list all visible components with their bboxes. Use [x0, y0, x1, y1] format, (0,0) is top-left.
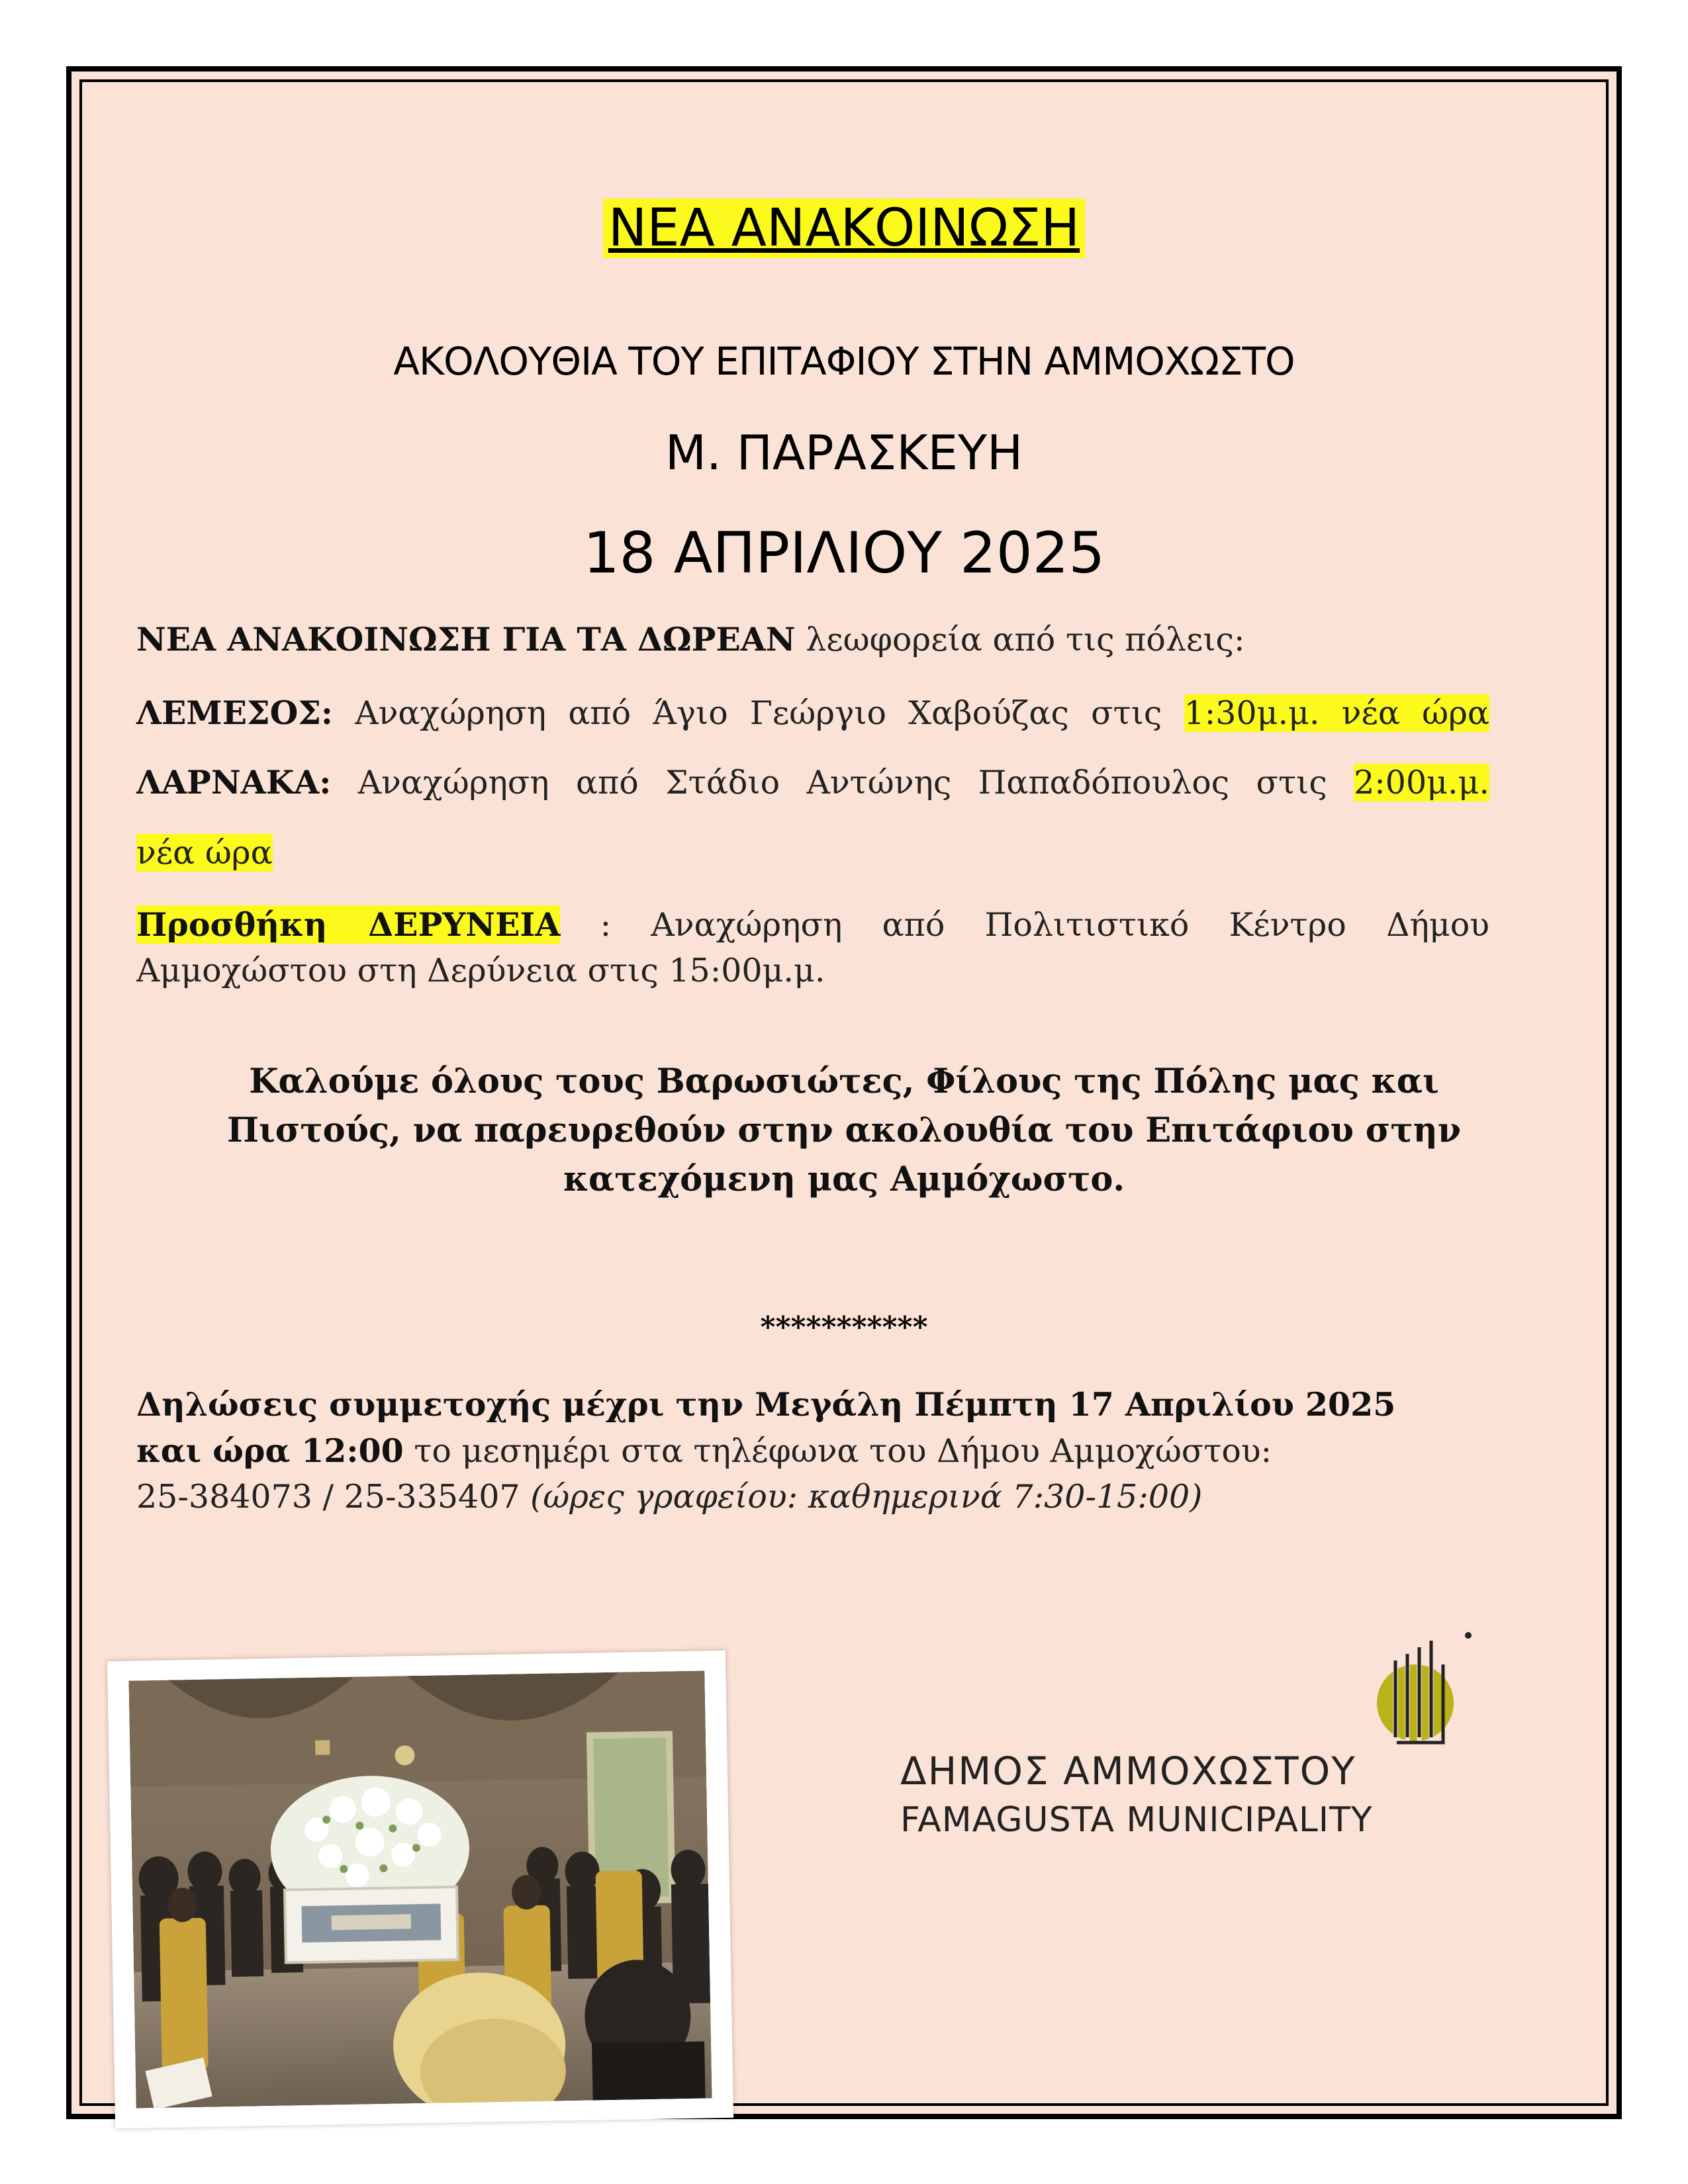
service-subtitle: ΑΚΟΛΟΥΘΙΑ ΤΟΥ ΕΠΙΤΑΦΙΟΥ ΣΤΗΝ ΑΜΜΟΧΩΣΤΟ — [393, 339, 1295, 384]
departure-larnaka-text: Αναχώρηση από Στάδιο Αντώνης Παπαδόπουλος στις — [357, 764, 1327, 801]
declarations-time: και ώρα 12:00 — [136, 1432, 404, 1470]
date-heading: 18 ΑΠΡΙΛΙΟΥ 2025 — [583, 520, 1105, 586]
intro-text: λεωφορεία από τις πόλεις: — [806, 621, 1245, 659]
declarations-line-3 — [136, 1475, 1489, 1520]
epitaph-photo — [128, 1670, 712, 2108]
municipality-name-greek: ΔΗΜΟΣ ΑΜΜΟΧΩΣΤΟΥ — [900, 1749, 1356, 1794]
declarations-line-2 — [136, 1428, 1489, 1475]
declarations-text: το μεσημέρι στα τηλέφωνα του Δήμου Αμμοχώστου: — [414, 1432, 1272, 1470]
invitation-line: Καλούμε όλους τους Βαρωσιώτες, Φίλους της Πόλης μας και — [249, 1062, 1439, 1101]
departure-larnaka-label: ΛΑΡΝΑΚΑ: — [136, 763, 332, 801]
departure-deryneia-text: : Αναχώρηση από Πολιτιστικό Κέντρο Δήμου — [600, 906, 1489, 944]
municipality-name-english: FAMAGUSTA MUNICIPALITY — [900, 1800, 1373, 1840]
invitation-line: Πιστούς, να παρευρεθούν στην ακολουθία του Επιτάφιου στην — [226, 1110, 1462, 1150]
departure-deryneia-cont: Αμμοχώστου στη Δερύνεια στις 15:00μ.μ. — [136, 952, 825, 989]
free-bus-intro — [136, 617, 1489, 663]
departure-lemesos — [136, 690, 1489, 737]
epitaph-photo-frame — [107, 1651, 733, 2128]
office-hours: (ώρες γραφείου: καθημερινά 7:30-15:00) — [530, 1478, 1203, 1516]
departure-larnaka-time: 2:00μ.μ. — [1354, 764, 1490, 801]
departure-larnaka-note: νέα ώρα — [136, 834, 273, 872]
invitation-text — [0, 1058, 1688, 1205]
departure-lemesos-time: 1:30μ.μ. νέα ώρα — [1184, 694, 1489, 732]
departure-deryneia-label: Προσθήκη ΔΕΡΥΝΕΙΑ — [136, 905, 561, 944]
day-heading: Μ. ΠΑΡΑΣΚΕΥΗ — [665, 425, 1023, 480]
departure-lemesos-text: Αναχώρηση από Άγιο Γεώργιο Χαβούζας στις — [355, 694, 1162, 732]
separator: *********** — [760, 1310, 928, 1344]
invitation-line: κατεχόμενη μας Αμμόχωστο. — [563, 1159, 1125, 1199]
intro-bold: ΝΕΑ ΑΝΑΚΟΙΝΩΣΗ ΓΙΑ ΤΑ ΔΩΡΕΑΝ — [136, 620, 796, 659]
famagusta-logo-icon — [1370, 1631, 1473, 1747]
announcement-title: ΝΕΑ ΑΝΑΚΟΙΝΩΣΗ — [0, 199, 1688, 258]
departure-lemesos-label: ΛΕΜΕΣΟΣ: — [136, 694, 334, 732]
departure-deryneia — [136, 902, 1489, 948]
departure-larnaka — [136, 760, 1489, 806]
declarations-line-1: Δηλώσεις συμμετοχής μέχρι την Μεγάλη Πέμπτη 17 Απριλίου 2025 — [136, 1385, 1396, 1424]
departure-larnaka-note-row — [136, 831, 1489, 876]
phone-numbers: 25-384073 / 25-335407 — [136, 1478, 520, 1516]
